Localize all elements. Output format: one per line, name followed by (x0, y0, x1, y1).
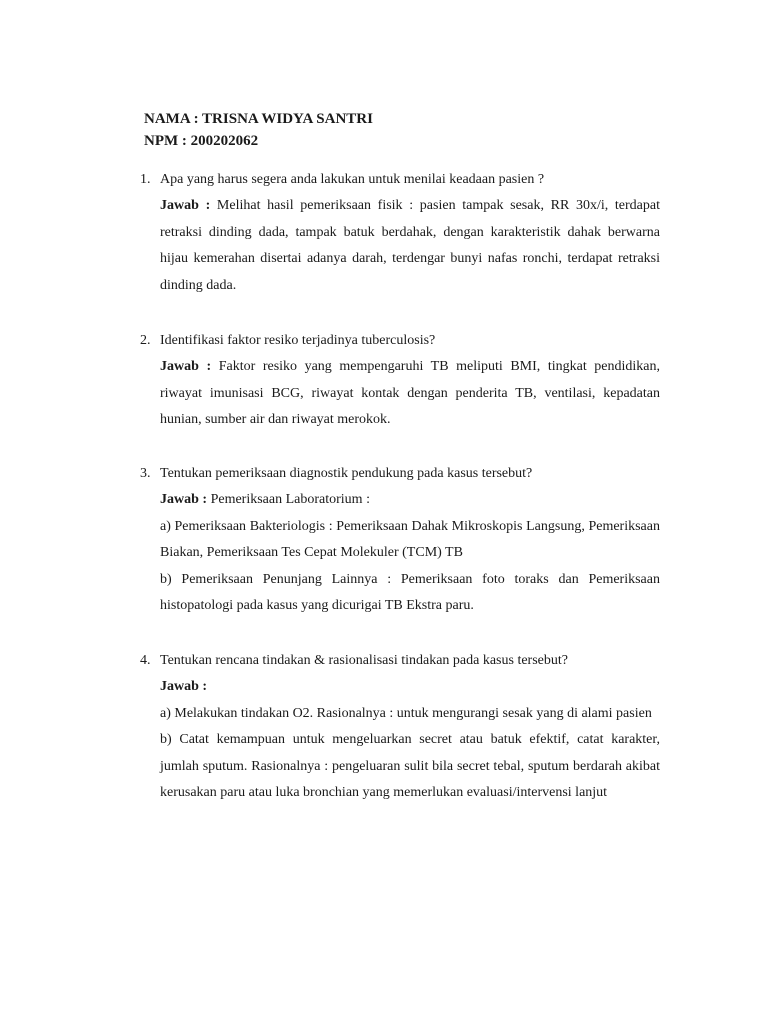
question-2 (140, 328, 660, 434)
question-text: Apa yang harus segera anda lakukan untuk menilai keadaan pasien ? (160, 172, 545, 187)
answer-text: Melihat hasil pemeriksaan fisik : pasien tampak sesak, RR 30x/i, terdapat retraksi dinding dada, tampak batuk berdahak, dengan karakteristik dahak berwarna hijau kemerahan disertai adanya darah, terdengar bunyi nafas ronchi, terdapat retraksi dinding dada. (160, 198, 660, 293)
answer-label: Jawab : (160, 679, 208, 695)
answer-item: b) Pemeriksaan Penunjang Lainnya : Pemeriksaan foto toraks dan Pemeriksaan histopatologi pada kasus yang dicurigai TB Ekstra paru. (160, 571, 660, 614)
answer-block (160, 487, 660, 619)
question-number: 4. (140, 653, 151, 668)
answer-label: Jawab : (160, 492, 208, 508)
answer-block (160, 193, 660, 299)
question-1 (140, 167, 660, 299)
answer-text: Faktor resiko yang mempengaruhi TB meliputi BMI, tingkat pendidikan, riwayat imunisasi BCG, riwayat kontak dengan penderita TB, ventilasi, kepadatan hunian, sumber air dan riwayat merokok. (160, 359, 661, 428)
answer-label: Jawab : (160, 359, 212, 375)
student-header (144, 108, 373, 152)
question-number: 3. (140, 466, 151, 481)
question-text: Tentukan rencana tindakan & rasionalisasi tindakan pada kasus tersebut? (160, 653, 568, 668)
answer-item: a) Pemeriksaan Bakteriologis : Pemeriksaan Dahak Mikroskopis Langsung, Pemeriksaan Biakan, Pemeriksaan Tes Cepat Molekuler (TCM) TB (160, 518, 660, 561)
question-text: Identifikasi faktor resiko terjadinya tuberculosis? (160, 333, 436, 348)
question-text: Tentukan pemeriksaan diagnostik pendukung pada kasus tersebut? (160, 466, 533, 481)
question-number: 2. (140, 333, 151, 348)
question-number: 1. (140, 172, 151, 187)
answer-block (160, 674, 660, 806)
student-npm: NPM : 200202062 (144, 133, 259, 149)
answer-item: a) Melakukan tindakan O2. Rasionalnya : untuk mengurangi sesak yang di alami pasien (160, 705, 652, 721)
answer-item: b) Catat kemampuan untuk mengeluarkan secret atau batuk efektif, catat karakter, jumlah sputum. Rasionalnya : pengeluaran sulit bila secret tebal, sputum berdarah akibat kerusakan paru atau luka bronchian yang memerlukan evaluasi/intervensi lanjut (160, 732, 660, 801)
question-3 (140, 461, 660, 619)
answer-text: Pemeriksaan Laboratorium : (210, 492, 370, 508)
question-4 (140, 648, 660, 806)
student-name: NAMA : TRISNA WIDYA SANTRI (144, 111, 373, 127)
answer-label: Jawab : (160, 198, 211, 214)
answer-block (160, 354, 660, 433)
